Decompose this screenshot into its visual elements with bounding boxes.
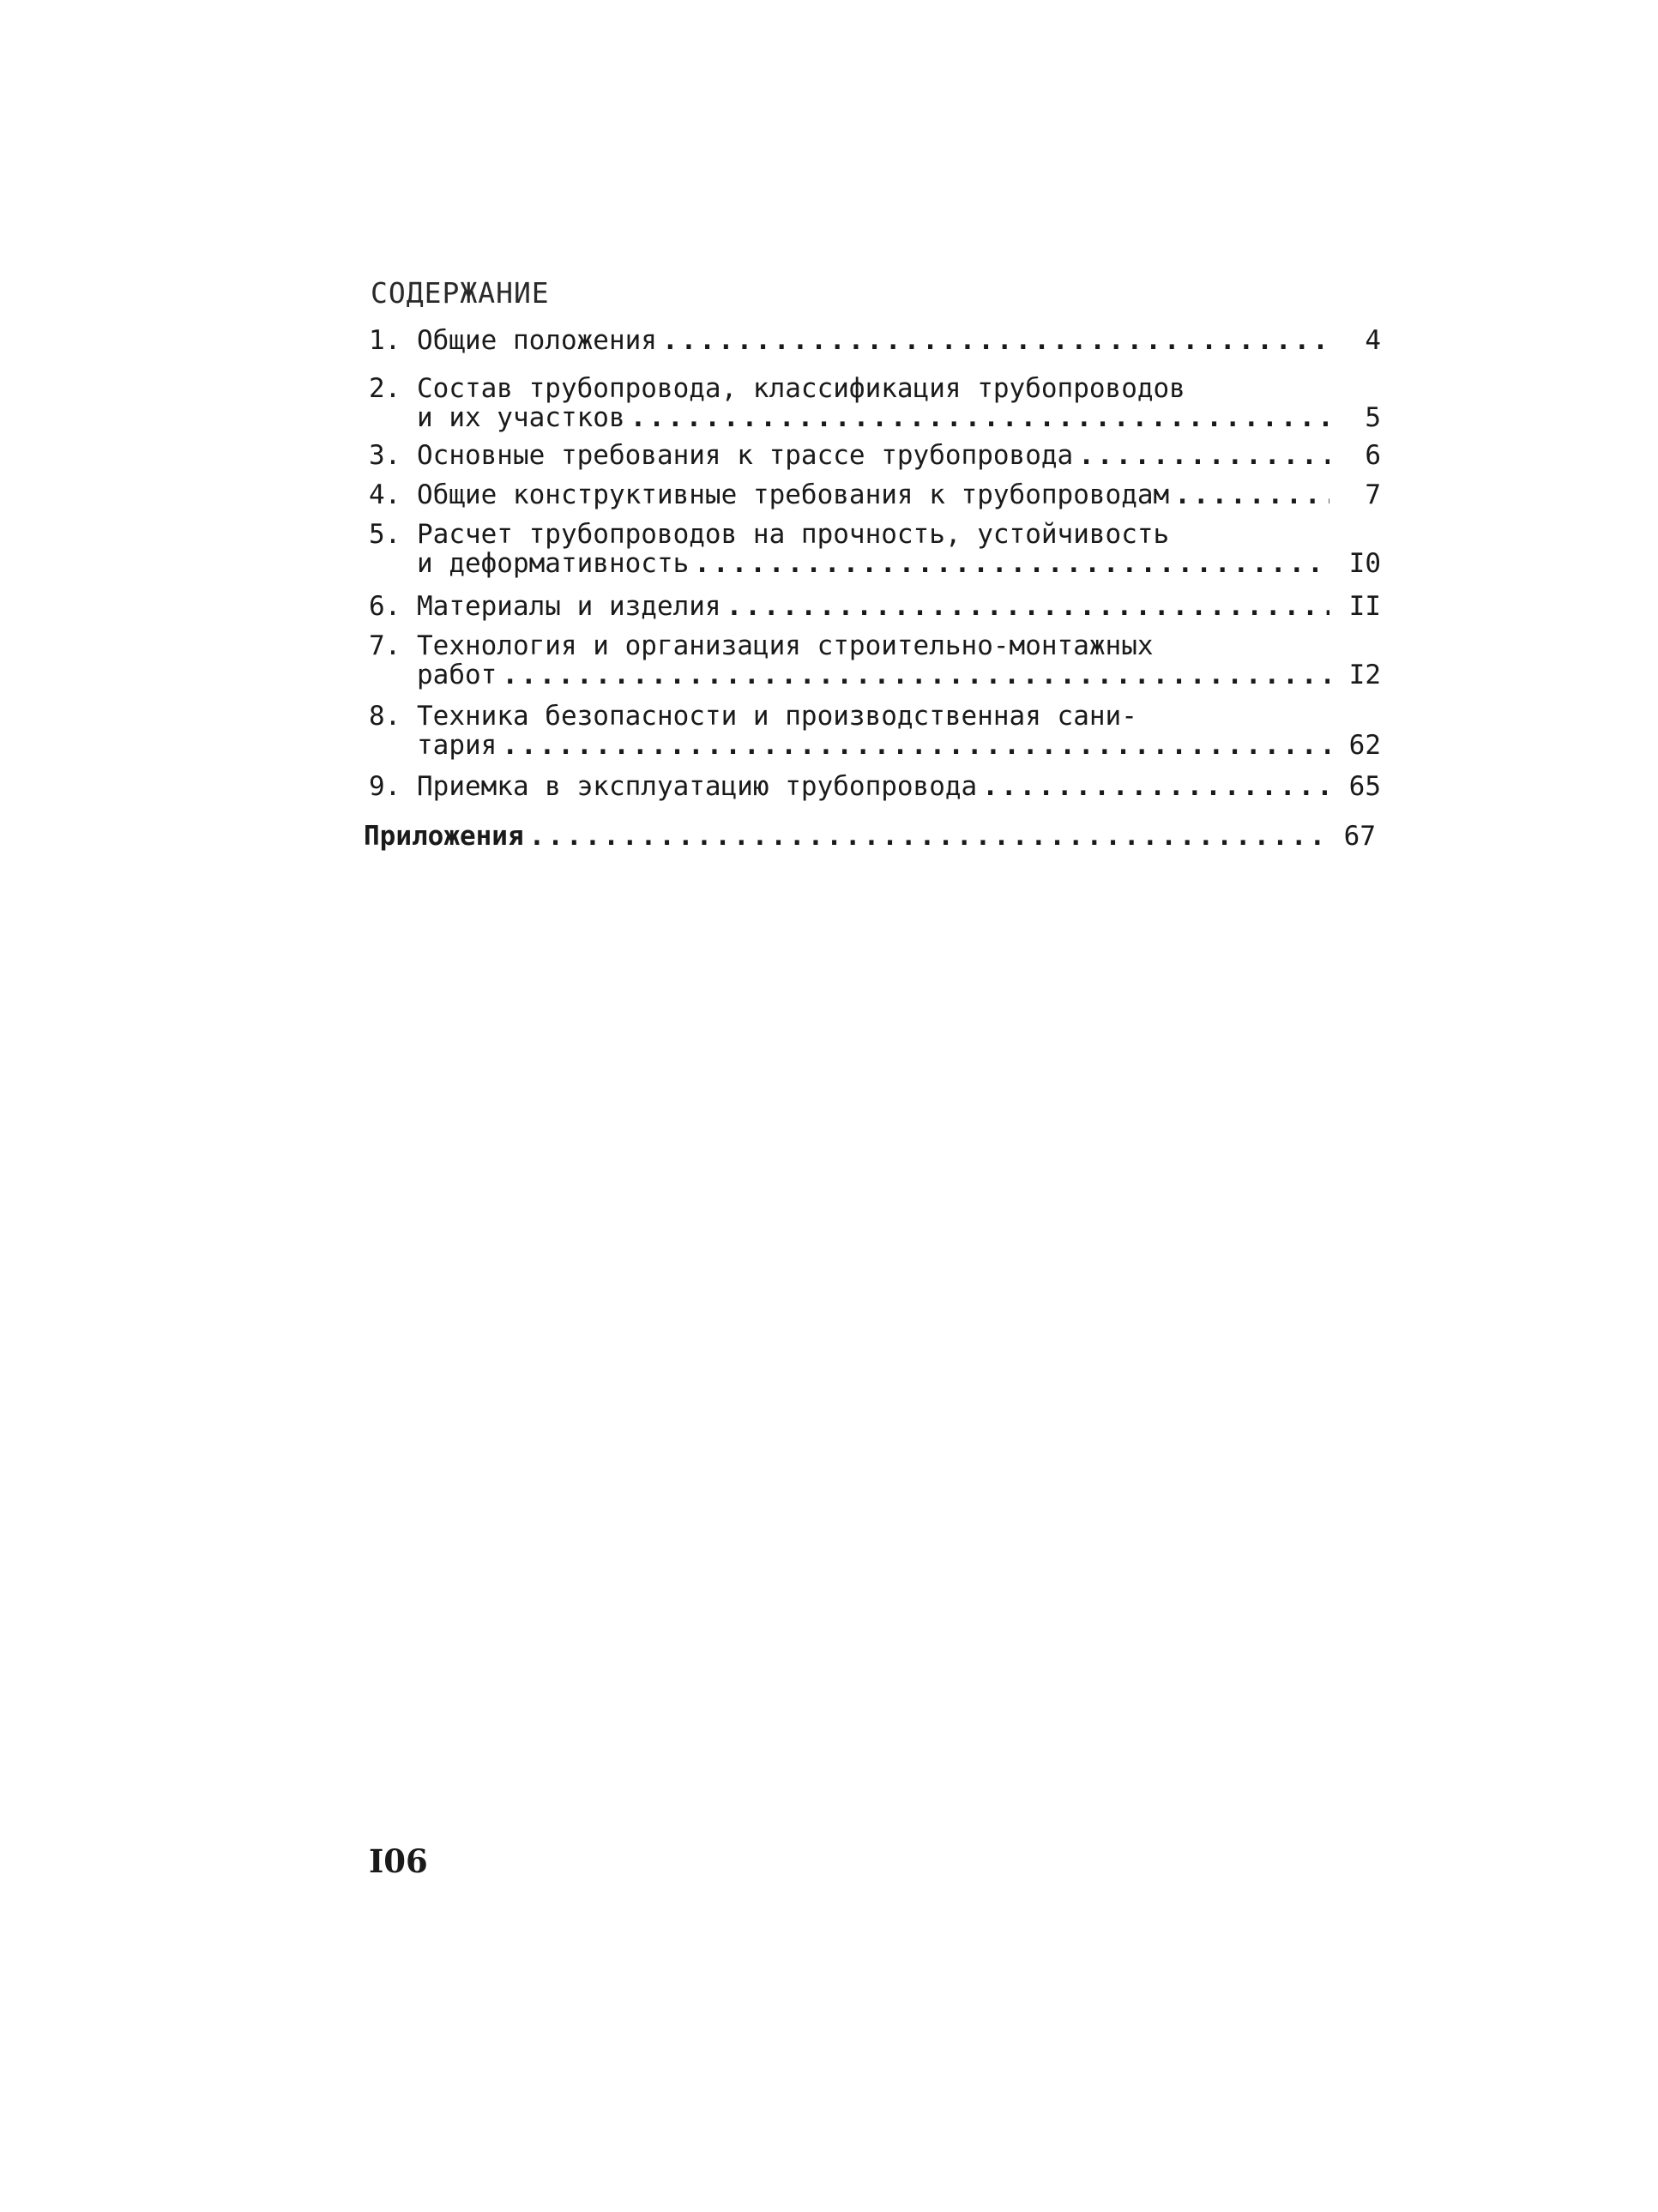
leader-dots (694, 549, 1329, 578)
toc-entry-title-line: 7. Технология и организация строительно-монтажных (369, 631, 1154, 660)
toc-entry-title-line: 2. Состав трубопровода, классификация трубопроводов (369, 374, 1185, 403)
toc-entry-page: 67 (1343, 822, 1376, 851)
toc-entry-page: 62 (1348, 731, 1381, 760)
leader-dots (662, 326, 1329, 355)
toc-entry (369, 480, 1381, 509)
toc-entry (364, 822, 1376, 851)
toc-entry (369, 441, 1381, 470)
toc-entry-title-line: работ (369, 660, 497, 690)
page-number: I06 (369, 1842, 428, 1880)
toc-entry (369, 374, 1381, 432)
toc-entry (369, 592, 1381, 621)
leader-dots (502, 731, 1329, 760)
toc-entry-page: 65 (1348, 772, 1381, 801)
toc-entry-page: II (1348, 592, 1381, 621)
toc-entry (369, 702, 1381, 760)
toc-entry-page: 5 (1365, 403, 1381, 432)
toc-entry (369, 772, 1381, 801)
toc-entry-title: 4. Общие конструктивные требования к трубопроводам (369, 480, 1170, 509)
toc-entry-page: 7 (1365, 480, 1381, 509)
table-of-contents (364, 326, 1381, 851)
toc-entry-title: 9. Приемка в эксплуатацию трубопровода (369, 772, 978, 801)
toc-entry-title: 6. Материалы и изделия (369, 592, 721, 621)
toc-entry-title-line: 8. Техника безопасности и производственная сани- (369, 702, 1137, 731)
leader-dots (502, 660, 1329, 690)
toc-heading: СОДЕРЖАНИЕ (371, 276, 550, 310)
leader-dots (727, 592, 1329, 621)
toc-entry-title-line: и их участков (369, 403, 625, 432)
toc-entry-title-line: тария (369, 731, 497, 760)
toc-entry (369, 326, 1381, 355)
toc-entry-title: 3. Основные требования к трассе трубопровода (369, 441, 1074, 470)
toc-entry-page: 4 (1365, 326, 1381, 355)
leader-dots (529, 822, 1324, 851)
toc-entry (369, 520, 1381, 578)
leader-dots (1174, 480, 1329, 509)
toc-entry (369, 631, 1381, 690)
toc-entry-title: 1. Общие положения (369, 326, 657, 355)
toc-entry-page: I0 (1348, 549, 1381, 578)
toc-entry-title-line: и деформативность (369, 549, 690, 578)
toc-entry-title: Приложения (364, 822, 524, 851)
leader-dots (1078, 441, 1329, 470)
toc-entry-page: 6 (1365, 441, 1381, 470)
leader-dots (982, 772, 1329, 801)
toc-entry-page: I2 (1348, 660, 1381, 690)
leader-dots (630, 403, 1329, 432)
toc-entry-title-line: 5. Расчет трубопроводов на прочность, устойчивость (369, 520, 1170, 549)
